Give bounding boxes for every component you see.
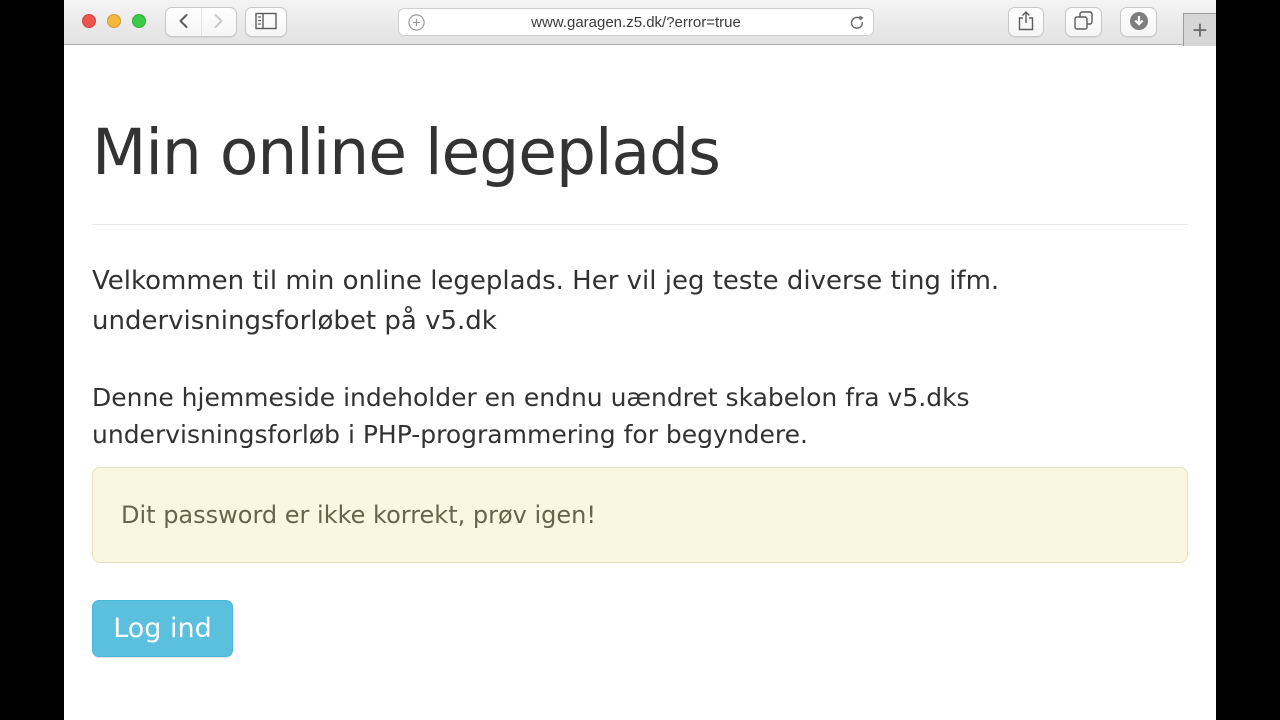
forward-chevron-icon [213,13,224,32]
downloads-button[interactable] [1120,7,1157,37]
new-tab-button[interactable] [1183,13,1216,47]
window-zoom-button[interactable] [132,14,146,28]
description-line-1: Denne hjemmeside indeholder en endnu uændret skabelon fra v5.dks [92,383,970,412]
plus-glyph: + [1192,15,1208,45]
tab-overview-button[interactable] [1065,7,1102,37]
history-nav-group [165,7,237,37]
window-minimize-button[interactable] [107,14,121,28]
reload-button[interactable] [849,15,865,34]
forward-button[interactable] [201,8,237,36]
horizontal-divider [92,224,1188,225]
webpage-content [64,46,1216,720]
reload-icon [849,19,865,34]
login-button-label: Log ind [113,613,212,644]
page-title: Min online legeplads [92,116,720,189]
safari-window [64,0,1216,720]
intro-paragraph [92,261,1192,341]
window-close-button[interactable] [82,14,96,28]
browser-toolbar [64,0,1216,45]
sidebar-icon [255,12,277,33]
share-icon [1018,11,1034,34]
description-line-2: undervisningsforløb i PHP-programmering for begyndere. [92,420,808,449]
share-button[interactable] [1008,7,1044,37]
tabs-icon [1074,11,1093,33]
description-paragraph [92,379,1192,453]
url-text: www.garagen.z5.dk/?error=true [531,13,741,31]
download-icon [1129,11,1149,34]
login-button[interactable] [92,600,233,657]
error-alert [92,467,1188,563]
intro-line-2: undervisningsforløbet på v5.dk [92,306,497,336]
address-bar[interactable] [398,8,874,36]
back-button[interactable] [166,8,201,36]
sidebar-toggle-button[interactable] [245,7,287,37]
intro-line-1: Velkommen til min online legeplads. Her vil jeg teste diverse ting ifm. [92,266,1000,296]
error-alert-text: Dit password er ikke korrekt, prøv igen! [121,501,596,529]
circled-plus-icon [408,14,425,35]
back-chevron-icon [178,13,189,32]
